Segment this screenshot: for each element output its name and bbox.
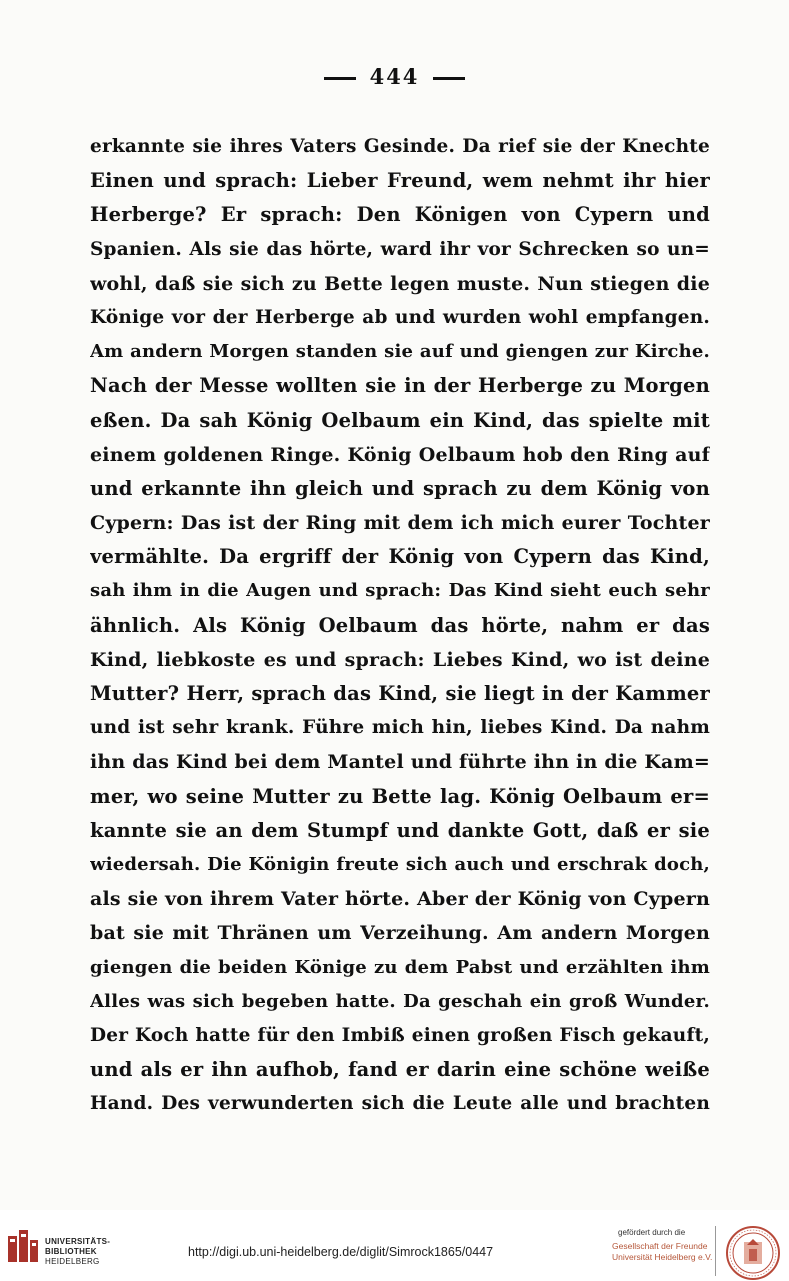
text-line: bat sie mit Thränen um Verzeihung. Am andern Morgen: [90, 922, 710, 945]
university-library-logo-icon: [6, 1228, 40, 1264]
text-line: Nach der Messe wollten sie in der Herberge zu Morgen: [90, 374, 710, 398]
text-line: als sie von ihrem Vater hörte. Aber der König von Cypern: [90, 888, 710, 911]
university-seal-icon: [725, 1225, 781, 1281]
text-line: erkannte sie ihres Vaters Gesinde. Da rief sie der Knechte: [90, 136, 710, 157]
text-line: ähnlich. Als König Oelbaum das hörte, nahm er das: [90, 613, 710, 637]
text-line: Am andern Morgen standen sie auf und giengen zur Kirche.: [90, 341, 710, 363]
text-line: Der Koch hatte für den Imbiß einen großen Fisch gekauft,: [90, 1024, 710, 1046]
society-name-line2: Universität Heidelberg e.V.: [612, 1252, 713, 1262]
text-line: und ist sehr krank. Führe mich hin, liebes Kind. Da nahm: [90, 717, 710, 739]
text-line: sah ihm in die Augen und sprach: Das Kind sieht euch sehr: [90, 580, 710, 602]
text-line: Herberge? Er sprach: Den Königen von Cypern und: [90, 203, 710, 227]
page-number: 444: [369, 64, 420, 89]
left-dash: [324, 77, 356, 80]
text-line: Alles was sich begeben hatte. Da geschah ein groß Wunder.: [90, 990, 710, 1012]
text-line: einem goldenen Ringe. König Oelbaum hob den Ring auf: [90, 443, 710, 466]
text-line: vermählte. Da ergriff der König von Cypern das Kind,: [90, 545, 710, 569]
text-line: Spanien. Als sie das hörte, ward ihr vor Schrecken so un=: [90, 238, 710, 260]
page-number-header: [0, 64, 789, 89]
text-line: kannte sie an dem Stumpf und dankte Gott, daß er sie: [90, 818, 710, 842]
right-dash: [433, 77, 465, 80]
permalink-url[interactable]: http://digi.ub.uni-heidelberg.de/diglit/Simrock1865/0447: [188, 1245, 494, 1259]
society-name-line1: Gesellschaft der Freunde: [612, 1241, 708, 1251]
society-name: [612, 1241, 712, 1263]
text-line: Cypern: Das ist der Ring mit dem ich mich eurer Tochter: [90, 512, 710, 535]
library-name: [45, 1237, 110, 1267]
body-text: [90, 130, 710, 1121]
text-line: Kind, liebkoste es und sprach: Liebes Kind, wo ist deine: [90, 648, 710, 671]
text-line: giengen die beiden Könige zu dem Pabst und erzählten ihm: [90, 956, 710, 978]
text-line: eßen. Da sah König Oelbaum ein Kind, das spielte mit: [90, 408, 710, 432]
library-name-line2: BIBLIOTHEK: [45, 1247, 97, 1256]
text-line: mer, wo seine Mutter zu Bette lag. König Oelbaum er=: [90, 784, 710, 808]
text-line: und als er ihn aufhob, fand er darin eine schöne weiße: [90, 1058, 710, 1082]
text-line: Einen und sprach: Lieber Freund, wem nehmt ihr hier: [90, 169, 710, 193]
footer-divider: [715, 1226, 716, 1276]
library-name-line3: HEIDELBERG: [45, 1257, 100, 1266]
library-name-line1: UNIVERSITÄTS-: [45, 1237, 111, 1246]
funded-by-label: gefördert durch die: [618, 1228, 686, 1237]
text-line: wohl, daß sie sich zu Bette legen muste. Nun stiegen die: [90, 272, 710, 295]
text-line: Mutter? Herr, sprach das Kind, sie liegt in der Kammer: [90, 682, 710, 705]
text-line: ihn das Kind bei dem Mantel und führte ihn in die Kam=: [90, 751, 710, 774]
text-line: wiedersah. Die Königin freute sich auch und erschrak doch,: [90, 853, 710, 875]
text-line: Hand. Des verwunderten sich die Leute alle und brachten: [90, 1093, 710, 1115]
text-line: Könige vor der Herberge ab und wurden wohl empfangen.: [90, 306, 710, 328]
text-line: und erkannte ihn gleich und sprach zu dem König von: [90, 476, 710, 500]
